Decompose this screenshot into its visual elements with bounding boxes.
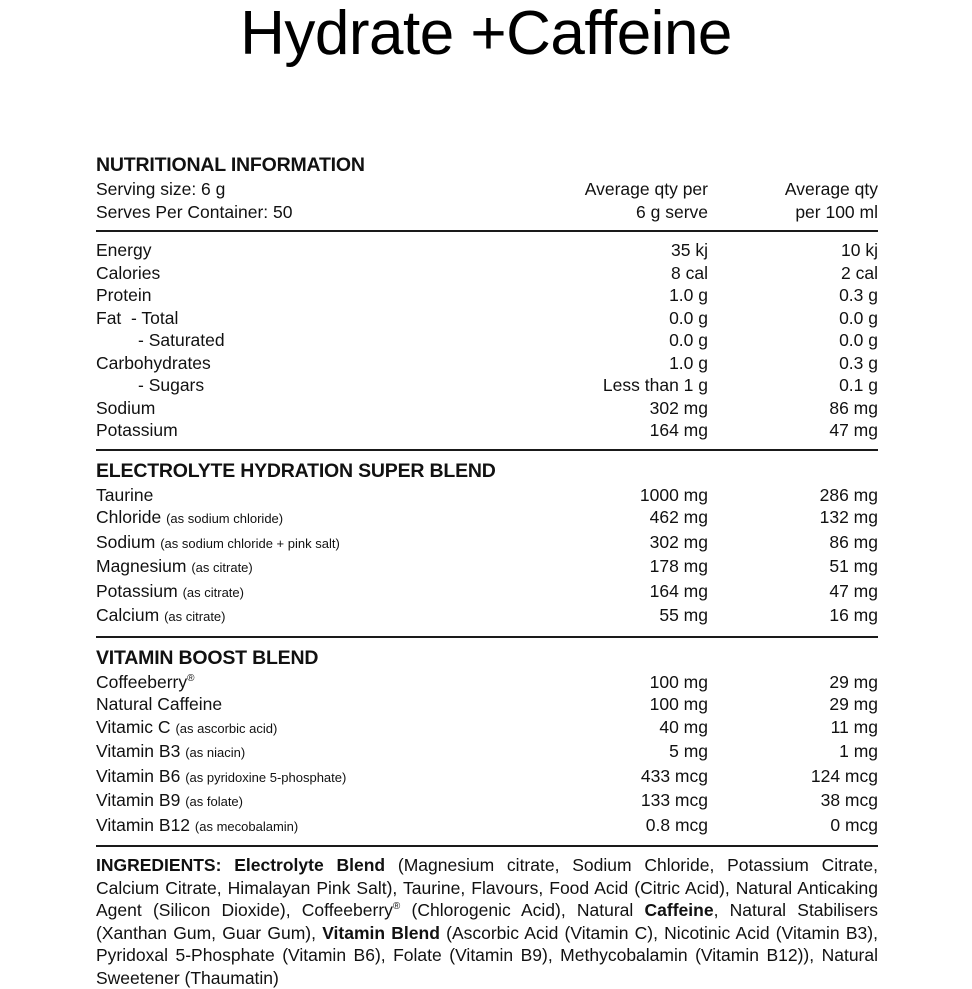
qty-per-100ml: 10 kj [841,240,878,260]
table-row [96,506,878,531]
qty-per-100ml: 86 mg [829,531,878,552]
serving-header-row-1 [96,178,878,201]
ingredient-note: (as citrate) [182,584,244,600]
ingredient-note: (as sodium chloride + pink salt) [160,535,340,551]
ingredient-name [96,604,408,629]
col-serve-header-line2: 6 g serve [636,201,708,222]
qty-per-serve: 35 kj [671,240,708,260]
qty-per-serve: 100 mg [649,671,708,692]
ingredient-name [96,740,408,765]
table-row [96,765,878,790]
divider [96,230,878,232]
qty-per-100ml: 51 mg [829,556,878,576]
qty-per-100ml: 86 mg [829,397,878,418]
ingredient-name [96,693,408,716]
qty-per-serve: 0.8 mcg [645,814,708,835]
qty-per-100ml: 132 mg [819,507,878,527]
nutrient-name: Energy [96,240,152,260]
ingredient-label: Natural Caffeine [96,694,223,714]
registered-mark: ® [187,672,195,684]
nutrient-name: - Sugars [138,375,205,395]
ingredient-note: (as citrate) [191,560,253,575]
ingredients-text-4: (Ascorbic Acid (Vitamin C), Nicotinic Acid (Vitamin B3), Pyridoxal 5-Phosphate (Vitamin B6), Folate (Vitamin B9), Methycobalamin (Vitamin B12)), Natural Sweetener (Thaumatin) [96,922,878,988]
ingredient-note: (as mecobalamin) [194,818,299,834]
table-row [96,814,878,839]
nutrient-name: Potassium [96,420,178,440]
qty-per-100ml: 16 mg [829,605,878,625]
ingredient-label: Vitamin B3 [96,741,181,761]
table-row [96,531,878,556]
table-row [96,284,878,307]
ingredients-label: INGREDIENTS: [96,855,222,875]
qty-per-100ml: 11 mg [830,716,878,737]
ingredient-label: Vitamin B9 [96,790,181,810]
product-title: Hydrate +Caffeine [240,0,732,68]
ingredient-name [96,555,408,580]
qty-per-100ml: 29 mg [829,694,878,714]
table-row [96,740,878,765]
qty-per-100ml: 286 mg [819,484,878,505]
registered-mark: ® [392,901,401,913]
table-row [96,352,878,375]
ingredient-label: Vitamin B6 [96,765,181,786]
ingredient-name [96,789,408,814]
electrolyte-blend-bold: Electrolyte Blend [234,855,386,875]
qty-per-serve: 5 mg [669,741,708,761]
ingredient-name [96,484,408,507]
qty-per-100ml: 47 mg [829,420,878,440]
table-row [96,789,878,814]
qty-per-serve: 302 mg [649,531,708,552]
table-row [96,555,878,580]
ingredients-text-1: (Magnesium citrate, Sodium Chloride, Potassium Citrate, Calcium Citrate, Himalayan Pink Salt), Taurine, Flavours, Food Acid (Citric Acid), Natural Anticaking Agent (Silicon Dioxide), Coffeeberry [96,855,878,920]
ingredient-note: (as ascorbic acid) [175,720,278,736]
ingredient-label: Calcium [96,605,160,625]
ingredient-note: (as folate) [185,794,243,809]
divider [96,636,878,638]
qty-per-100ml: 0.3 g [839,285,878,305]
qty-per-100ml: 47 mg [829,580,878,601]
qty-per-100ml: 29 mg [829,671,878,692]
ingredient-label: Vitamic C [96,716,171,737]
ingredient-name [96,506,408,531]
qty-per-serve: 8 cal [671,262,708,283]
qty-per-serve: 1000 mg [639,484,708,505]
table-row [96,307,878,330]
table-row [96,239,878,262]
nutrient-name: Protein [96,285,152,305]
divider [96,845,878,847]
ingredient-label: Sodium [96,531,156,552]
qty-per-serve: 1.0 g [669,352,708,373]
ingredients-text-2: (Chlorogenic Acid), Natural [411,900,634,920]
table-row [96,484,878,507]
ingredient-name [96,716,408,741]
table-row [96,419,878,442]
qty-per-100ml: 0.0 g [839,307,878,328]
table-row [96,329,878,352]
qty-per-serve: 302 mg [649,397,708,418]
qty-per-serve: 100 mg [649,694,708,714]
electrolyte-rows [96,484,878,629]
col-per100-header-line1: Average qty [784,179,878,199]
serving-size: Serving size: 6 g [96,179,226,199]
qty-per-serve: 462 mg [649,507,708,527]
qty-per-serve: 178 mg [649,556,708,576]
ingredient-name [96,671,408,694]
ingredient-label: Chloride [96,507,162,527]
ingredient-note: (as pyridoxine 5-phosphate) [185,769,347,785]
nutritional-information-heading: NUTRITIONAL INFORMATION [96,154,365,176]
ingredient-note: (as sodium chloride) [166,511,284,526]
table-row [96,604,878,629]
qty-per-100ml: 38 mcg [820,790,878,810]
ingredient-label: Coffeeberry [96,671,188,692]
qty-per-serve: 133 mcg [640,790,708,810]
qty-per-serve: 164 mg [649,580,708,601]
ingredient-name [96,580,408,605]
table-row [96,580,878,605]
ingredient-name [96,531,408,556]
ingredient-label: Potassium [96,580,178,601]
divider [96,449,878,451]
nutrition-panel [96,152,878,989]
table-row [96,671,878,694]
qty-per-100ml: 124 mcg [810,765,878,786]
nutrient-name: - Saturated [138,330,225,350]
ingredients-text-3: , Natural Stabilisers (Xanthan Gum, Guar Gum), [96,900,878,943]
nutrition-rows [96,239,878,442]
nutrient-name: Calories [96,262,161,283]
vitamin-blend-bold: Vitamin Blend [322,922,440,943]
serving-header-row-2 [96,201,878,224]
ingredient-name [96,814,408,839]
ingredient-label: Taurine [96,484,154,505]
ingredient-label: Magnesium [96,556,187,576]
caffeine-bold: Caffeine [644,900,714,920]
table-row [96,262,878,285]
qty-per-100ml: 1 mg [839,741,878,761]
table-row [96,374,878,397]
qty-per-serve: 55 mg [659,605,708,625]
qty-per-100ml: 0.3 g [839,352,878,373]
qty-per-100ml: 2 cal [841,262,878,283]
ingredients-paragraph [96,854,878,989]
qty-per-serve: 0.0 g [669,307,708,328]
serves-per-container: Serves Per Container: 50 [96,201,293,222]
qty-per-serve: 164 mg [649,420,708,440]
table-row [96,693,878,716]
col-serve-header-line1: Average qty per [584,179,708,199]
vitamin-blend-heading: VITAMIN BOOST BLEND [96,646,319,669]
qty-per-100ml: 0 mcg [830,814,878,835]
nutrient-name: Carbohydrates [96,352,211,373]
ingredient-note: (as niacin) [185,745,246,760]
nutrient-name: Fat - Total [96,307,179,328]
qty-per-serve: 40 mg [659,716,708,737]
qty-per-serve: 433 mcg [640,765,708,786]
qty-per-serve: 0.0 g [669,330,708,350]
ingredient-note: (as citrate) [164,609,226,624]
electrolyte-blend-heading: ELECTROLYTE HYDRATION SUPER BLEND [96,459,496,482]
qty-per-100ml: 0.1 g [839,375,878,395]
qty-per-serve: 1.0 g [669,285,708,305]
vitamin-rows [96,671,878,839]
nutrient-name: Sodium [96,397,156,418]
qty-per-serve: Less than 1 g [602,375,708,395]
ingredient-name [96,765,408,790]
ingredient-label: Vitamin B12 [96,814,191,835]
table-row [96,716,878,741]
table-row [96,397,878,420]
qty-per-100ml: 0.0 g [839,330,878,350]
col-per100-header-line2: per 100 ml [795,201,878,222]
